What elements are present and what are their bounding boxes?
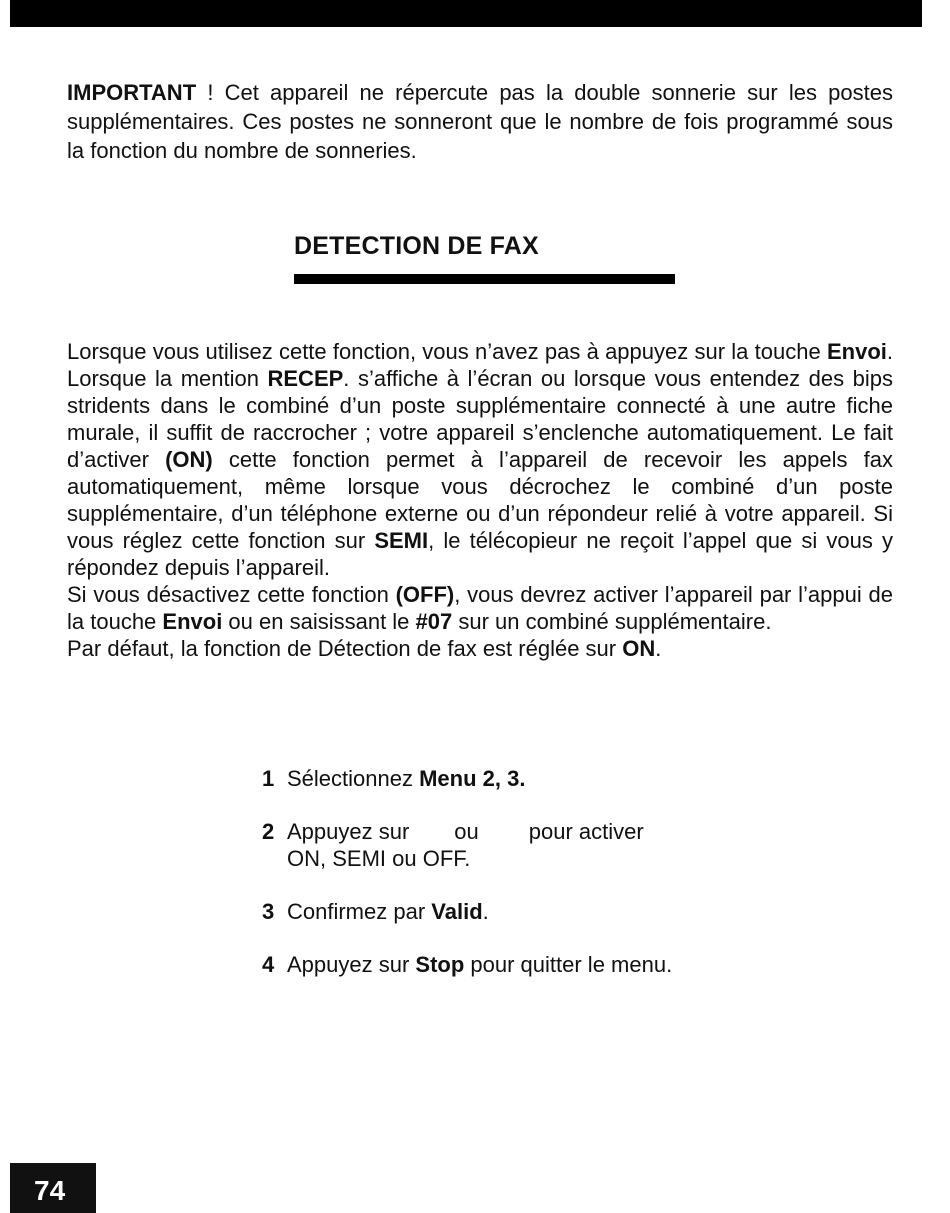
bold-run: SEMI [374,528,429,553]
bold-run: RECEP [267,366,344,391]
step-list [262,765,682,1004]
text-run: Lorsque vous utilisez cette fonction, vous n’avez pas à appuyez sur la touche [67,339,827,364]
important-note [67,78,893,165]
text-run: . [482,899,489,924]
step-2 [262,818,682,872]
step-4 [262,951,682,978]
text-run: . Lorsque la mention [67,339,893,391]
paragraph-3 [67,635,893,662]
paragraph-1 [67,338,893,581]
step-1 [262,765,682,792]
text-run: Confirmez par [287,899,432,924]
text-run: ou en saisissant le [222,609,416,634]
text-run: , vous devrez activer l’appareil par l’appui de la touche [67,582,893,634]
body-text [67,338,893,662]
top-bar [10,0,922,27]
text-run: Appuyez sur [287,819,410,844]
bold-run: Stop [415,952,465,977]
paragraph-2 [67,581,893,635]
text-run: Sélectionnez [287,766,420,791]
bold-run: (ON) [165,447,213,472]
bold-run: Menu 2, 3. [419,766,526,791]
text-run: sur un combiné supplémentaire. [452,609,772,634]
step-number: 1 [262,766,275,791]
bold-run: ON [622,636,656,661]
step-number: 2 [262,819,275,844]
page-number-box [10,1163,96,1213]
step-number: 4 [262,952,275,977]
bold-run: Envoi [826,339,887,364]
text-run: . s’affiche à l’écran ou lorsque vous entendez des bips stridents dans le combiné d’un poste supplémentaire connecté à une autre fiche murale, il suffit de raccrocher ; votre appareil s’enclenche automatiquement. Le fait d’activer [67,366,893,472]
text-run: . [655,636,662,661]
title-underline [294,274,675,284]
text-run: , le télécopieur ne reçoit l’appel que si vous y répondez depuis l’appareil. [67,528,893,580]
text-run: Par défaut, la fonction de Détection de fax est réglée sur [67,636,623,661]
text-run: Appuyez sur [287,952,416,977]
text-run: pour quitter le menu. [464,952,673,977]
important-text: ! Cet appareil ne répercute pas la double sonnerie sur les postes supplémentaires. Ces postes ne sonneront que le nombre de fois programmé sous la fonction du nombre de sonneries. [67,80,893,163]
bold-run: #07 [415,609,453,634]
text-run: ou [454,819,479,844]
text-run: cette fonction permet à l’appareil de recevoir les appels fax automatiquement, même lorsque vous décrochez le combiné d’un poste supplémentaire, d’un téléphone externe ou d’un répondeur relié à votre appareil. Si vous réglez cette fonction sur [67,447,893,553]
step-number: 3 [262,899,275,924]
text-run: Si vous désactivez cette fonction [67,582,396,607]
bold-run: Valid [431,899,483,924]
bold-run: (OFF) [395,582,455,607]
bold-run: Envoi [162,609,223,634]
step-3 [262,898,682,925]
section-title: DETECTION DE FAX [294,232,539,260]
important-label: IMPORTANT [67,80,197,105]
page-number: 74 [34,1175,66,1206]
text-run: pour activer ON, SEMI ou OFF. [287,819,644,871]
